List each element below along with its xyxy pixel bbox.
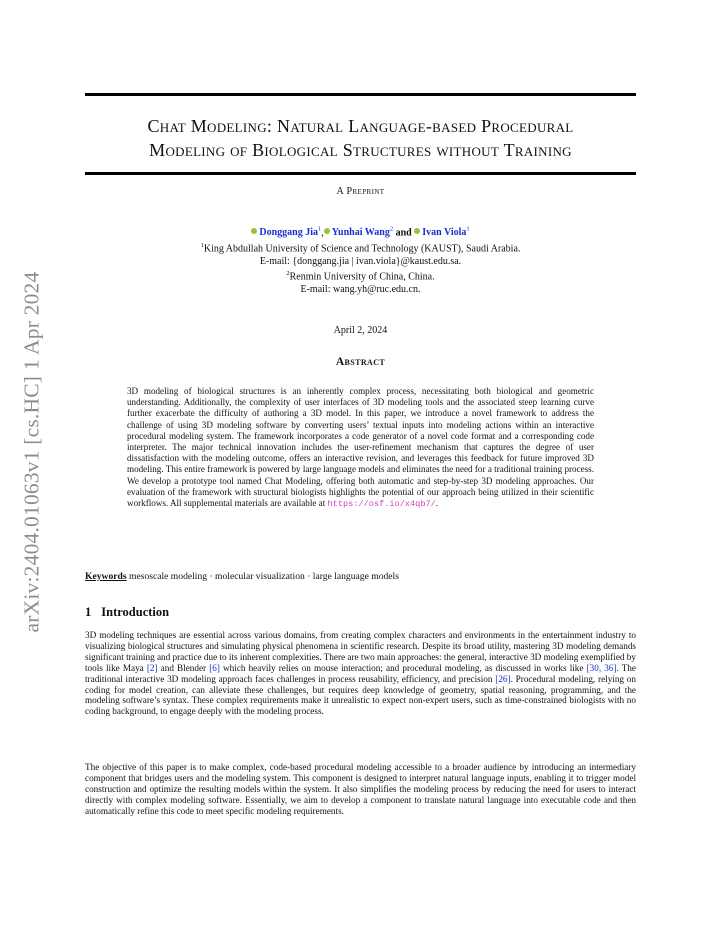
paper-title xyxy=(85,114,636,162)
keywords-label: Keywords xyxy=(85,571,127,582)
orcid-icon[interactable] xyxy=(414,228,420,234)
author-block xyxy=(85,224,636,296)
arxiv-identifier[interactable]: arXiv:2404.01063v1 [cs.HC] 1 Apr 2024 xyxy=(19,271,44,633)
author-conjunction: and xyxy=(395,227,412,239)
author-wang[interactable]: Yunhai Wang$^2$ xyxy=(331,226,394,239)
title-rule-bottom xyxy=(85,172,636,175)
citation-link[interactable]: [30, 36] xyxy=(586,662,617,673)
email-kaust: E-mail: {donggang.jia | ivan.viola}@kaust.edu.sa. xyxy=(259,255,462,267)
author-jia[interactable]: Donggang Jia$^1$ xyxy=(259,226,322,239)
section-heading-introduction xyxy=(85,605,169,620)
keywords-line xyxy=(85,571,636,582)
arxiv-sidebar xyxy=(19,252,44,652)
paper-title-line-2: Modeling of Biological Structures without Training xyxy=(149,140,572,160)
citation-link[interactable]: [6] xyxy=(209,662,220,673)
affiliation-kaust: $^1$King Abdullah University of Science and Technology (KAUST), Saudi Arabia. xyxy=(200,241,521,255)
keywords-text: mesoscale modeling · molecular visualization · large language models xyxy=(128,571,399,582)
citation-link[interactable]: [2] xyxy=(146,662,158,673)
author-line: Donggang Jia$^1$, Yunhai Wang$^2$ and Ivan Viola$^1$ xyxy=(85,224,636,240)
abstract-heading: Abstract xyxy=(335,356,386,368)
section-number: 1 xyxy=(85,605,92,619)
intro-paragraph-1: 3D modeling techniques are essential across various domains, from creating complex characters and environments in the entertainment industry to visualizing biological structures and simulating physical phenomena in scientific research. Despite its broad utility, mastering 3D modeling demands significant training and practice due to its inherent complexities. There are two main approaches: the general, interactive 3D modeling exemplified by tools like Maya [2] and Blender [6] which heavily relies on mouse interaction; and procedural modeling, as discussed in works like [30, 36]. The traditional interactive 3D modeling approach faces challenges in process reusability, efficiency, and precision [26]. Procedural modeling, relying on coding for model creation, can alleviate these challenges, but requires deep knowledge of geometry, spatial reasoning, programming, and the modeling software’s syntax. These complex requirements make it unrealistic to expect non-expert users, such as time-constrained biologists with no coding background, to engage deeply with the modeling process. xyxy=(85,630,636,717)
citation-link[interactable]: [26] xyxy=(495,673,511,684)
abstract-text: 3D modeling of biological structures is an inherently complex process, necessitating both biological and geometric understanding. Additionally, the complexity of user interfaces of 3D modeling tools and the associated steep learning curve further exacerbate the difficulty of authoring a 3D model. In this paper, we introduce a novel framework to address the challenge of using 3D modeling software by converting users’ textual inputs into modeling actions within an interactive procedural modeling system. The framework incorporates a code generator of a novel code format and a corresponding code interpreter. The major technical innovation includes the user-refinement mechanism that captures the degree of user dissatisfaction with the modeling outcome, offers an interactive revision, and leverages this feedback for future improved 3D modeling. This entire framework is powered by large language models and eliminates the need for a traditional training process. We develop a prototype tool named Chat Modeling, offering both automatic and step-by-step 3D modeling approaches. Our evaluation of the framework with structural biologists highlights the potential of our approach being utilized in their scientific workflows. All supplemental materials are available at xyxy=(127,386,594,509)
email-renmin: E-mail: wang.yh@ruc.edu.cn. xyxy=(300,283,421,295)
affiliation-renmin: $^2$Renmin University of China, China. xyxy=(286,270,435,283)
title-rule-top xyxy=(85,93,636,96)
abstract-body: 3D modeling of biological structures is an inherently complex process, necessitating both biological and geometric understanding. Additionally, the complexity of user interfaces of 3D modeling tools and the associated steep learning curve further exacerbate the difficulty of authoring a 3D model. In this paper, we introduce a novel framework to address the challenge of using 3D modeling software by converting users’ textual inputs into modeling actions within an interactive procedural modeling system. The framework incorporates a code generator of a novel code format and a corresponding code interpreter. The major technical innovation includes the user-refinement mechanism that captures the degree of user dissatisfaction with the modeling outcome, offers an interactive revision, and leverages this feedback for future improved 3D modeling. This entire framework is powered by large language models and eliminates the need for a traditional training process. We develop a prototype tool named Chat Modeling, offering both automatic and step-by-step 3D modeling approaches. Our evaluation of the framework with structural biologists highlights the potential of our approach being utilized in their scientific workflows. All supplemental materials are available at https://osf.io/x4qb7/. xyxy=(127,386,594,510)
orcid-icon[interactable] xyxy=(251,228,257,234)
author-viola[interactable]: Ivan Viola$^1$ xyxy=(422,226,470,239)
preprint-label: A Preprint xyxy=(336,186,385,197)
supplemental-url-link[interactable]: https://osf.io/x4qb7/ xyxy=(327,499,436,510)
orcid-icon[interactable] xyxy=(324,228,330,234)
publication-date: April 2, 2024 xyxy=(333,325,388,336)
section-title: Introduction xyxy=(101,605,170,619)
paper-title-line-1: Chat Modeling: Natural Language-based Procedural xyxy=(147,116,574,136)
intro-paragraph-2: The objective of this paper is to make complex, code-based procedural modeling accessible to a broader audience by introducing an intermediary component that bridges users and the modeling system. This component is designed to interpret natural language inputs, enabling it to trigger model construction and optimize the resulting models within the system. It also simplifies the modeling process by reducing the need for users to interact directly with complex modeling software. Essentially, we aim to develop a component to translate natural language into executable code and then automatically refine this code to meet specific modeling requirements. xyxy=(85,762,636,816)
